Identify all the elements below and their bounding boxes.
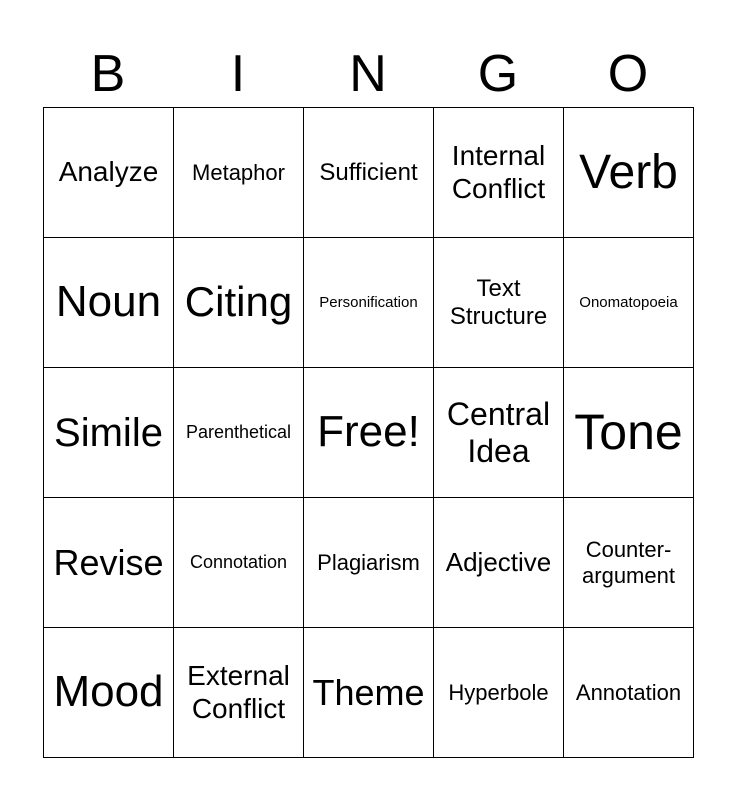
bingo-cell: Simile — [44, 368, 174, 498]
bingo-cell: Mood — [44, 628, 174, 758]
header-letter-n: N — [349, 45, 387, 103]
header-letter-b: B — [90, 45, 126, 103]
header-letter-o: O — [607, 45, 649, 103]
bingo-cell: Verb — [564, 108, 694, 238]
bingo-cell: Annotation — [564, 628, 694, 758]
bingo-cell: Adjective — [434, 498, 564, 628]
bingo-board — [43, 107, 694, 758]
bingo-cell: Citing — [174, 238, 304, 368]
bingo-cell: Hyperbole — [434, 628, 564, 758]
bingo-cell: Counter-argument — [564, 498, 694, 628]
bingo-cell: Free! — [304, 368, 434, 498]
header-letter-g: G — [477, 45, 519, 103]
bingo-cell: Theme — [304, 628, 434, 758]
bingo-cell: Parenthetical — [174, 368, 304, 498]
bingo-cell: Revise — [44, 498, 174, 628]
bingo-cell: External Conflict — [174, 628, 304, 758]
bingo-cell: Personification — [304, 238, 434, 368]
bingo-cell: Central Idea — [434, 368, 564, 498]
bingo-cell: Connotation — [174, 498, 304, 628]
bingo-cell: Tone — [564, 368, 694, 498]
bingo-cell: Plagiarism — [304, 498, 434, 628]
bingo-cell: Internal Conflict — [434, 108, 564, 238]
bingo-header — [43, 42, 693, 106]
bingo-cell: Text Structure — [434, 238, 564, 368]
bingo-cell: Sufficient — [304, 108, 434, 238]
header-letter-i: I — [230, 45, 246, 103]
bingo-cell: Metaphor — [174, 108, 304, 238]
bingo-cell: Analyze — [44, 108, 174, 238]
bingo-cell: Onomatopoeia — [564, 238, 694, 368]
bingo-cell: Noun — [44, 238, 174, 368]
